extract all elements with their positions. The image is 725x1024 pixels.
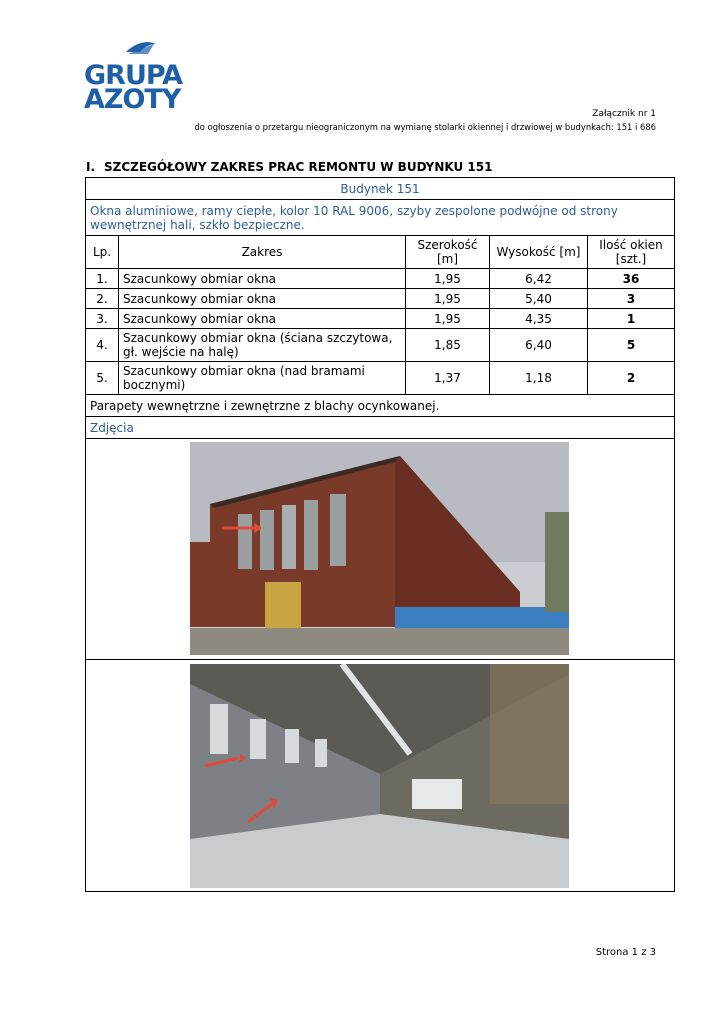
logo-graphic [84, 40, 194, 112]
row-zakres: Szacunkowy obmiar okna [119, 269, 406, 289]
description-row [86, 200, 675, 236]
svg-text:GRUPA: GRUPA [84, 60, 183, 91]
row-count: 3 [588, 289, 675, 309]
col-header-lp: Lp. [86, 236, 119, 269]
annex-subtitle: do ogłoszenia o przetargu nieograniczonym na wymianę stolarki okiennej i drzwiowej w budynkach: 151 i 686 [194, 122, 656, 132]
row-height: 6,40 [490, 329, 588, 362]
row-width: 1,95 [406, 289, 490, 309]
row-lp: 1. [86, 269, 119, 289]
table-row [86, 309, 675, 329]
photo-row-exterior [86, 439, 675, 660]
table-row [86, 289, 675, 309]
col-header-zakres: Zakres [119, 236, 406, 269]
row-width: 1,37 [406, 362, 490, 395]
photos-label-row [86, 417, 675, 439]
parapety-row [86, 395, 675, 417]
building-title: Budynek 151 [86, 178, 675, 200]
row-count: 2 [588, 362, 675, 395]
row-count: 1 [588, 309, 675, 329]
row-height: 1,18 [490, 362, 588, 395]
row-zakres: Szacunkowy obmiar okna (nad bramami bocznymi) [119, 362, 406, 395]
row-zakres: Szacunkowy obmiar okna [119, 309, 406, 329]
row-lp: 4. [86, 329, 119, 362]
col-header-count: Ilość okien [szt.] [588, 236, 675, 269]
building-description: Okna aluminiowe, ramy ciepłe, kolor 10 RAL 9006, szyby zespolone podwójne od strony wewnętrznej hali, szkło bezpieczne. [86, 200, 675, 236]
photo-cell-interior [86, 660, 675, 892]
row-count: 36 [588, 269, 675, 289]
row-count: 5 [588, 329, 675, 362]
photo-row-interior [86, 660, 675, 892]
table-row [86, 269, 675, 289]
exterior-building-photo [190, 442, 569, 655]
row-width: 1,85 [406, 329, 490, 362]
row-width: 1,95 [406, 309, 490, 329]
row-zakres: Szacunkowy obmiar okna (ściana szczytowa, gł. wejście na halę) [119, 329, 406, 362]
row-height: 4,35 [490, 309, 588, 329]
section-heading [86, 160, 492, 174]
row-height: 6,42 [490, 269, 588, 289]
section-number: I. [86, 160, 96, 174]
table-row [86, 329, 675, 362]
page-number: Strona 1 z 3 [595, 947, 656, 958]
interior-hall-photo [190, 664, 569, 888]
table-row [86, 362, 675, 395]
svg-text:AZOTY: AZOTY [84, 84, 181, 112]
parapety-note: Parapety wewnętrzne i zewnętrzne z blachy ocynkowanej. [86, 395, 675, 417]
building-title-row [86, 178, 675, 200]
row-width: 1,95 [406, 269, 490, 289]
grupa-azoty-logo [84, 40, 194, 112]
row-lp: 2. [86, 289, 119, 309]
section-title: SZCZEGÓŁOWY ZAKRES PRAC REMONTU W BUDYNKU 151 [104, 160, 493, 174]
row-height: 5,40 [490, 289, 588, 309]
table-header-row [86, 236, 675, 269]
photo-cell-exterior [86, 439, 675, 660]
photos-label: Zdjęcia [86, 417, 675, 439]
annex-title: Załącznik nr 1 [592, 109, 656, 119]
col-header-height: Wysokość [m] [490, 236, 588, 269]
row-lp: 5. [86, 362, 119, 395]
row-zakres: Szacunkowy obmiar okna [119, 289, 406, 309]
row-lp: 3. [86, 309, 119, 329]
col-header-width: Szerokość [m] [406, 236, 490, 269]
works-table [85, 177, 675, 892]
